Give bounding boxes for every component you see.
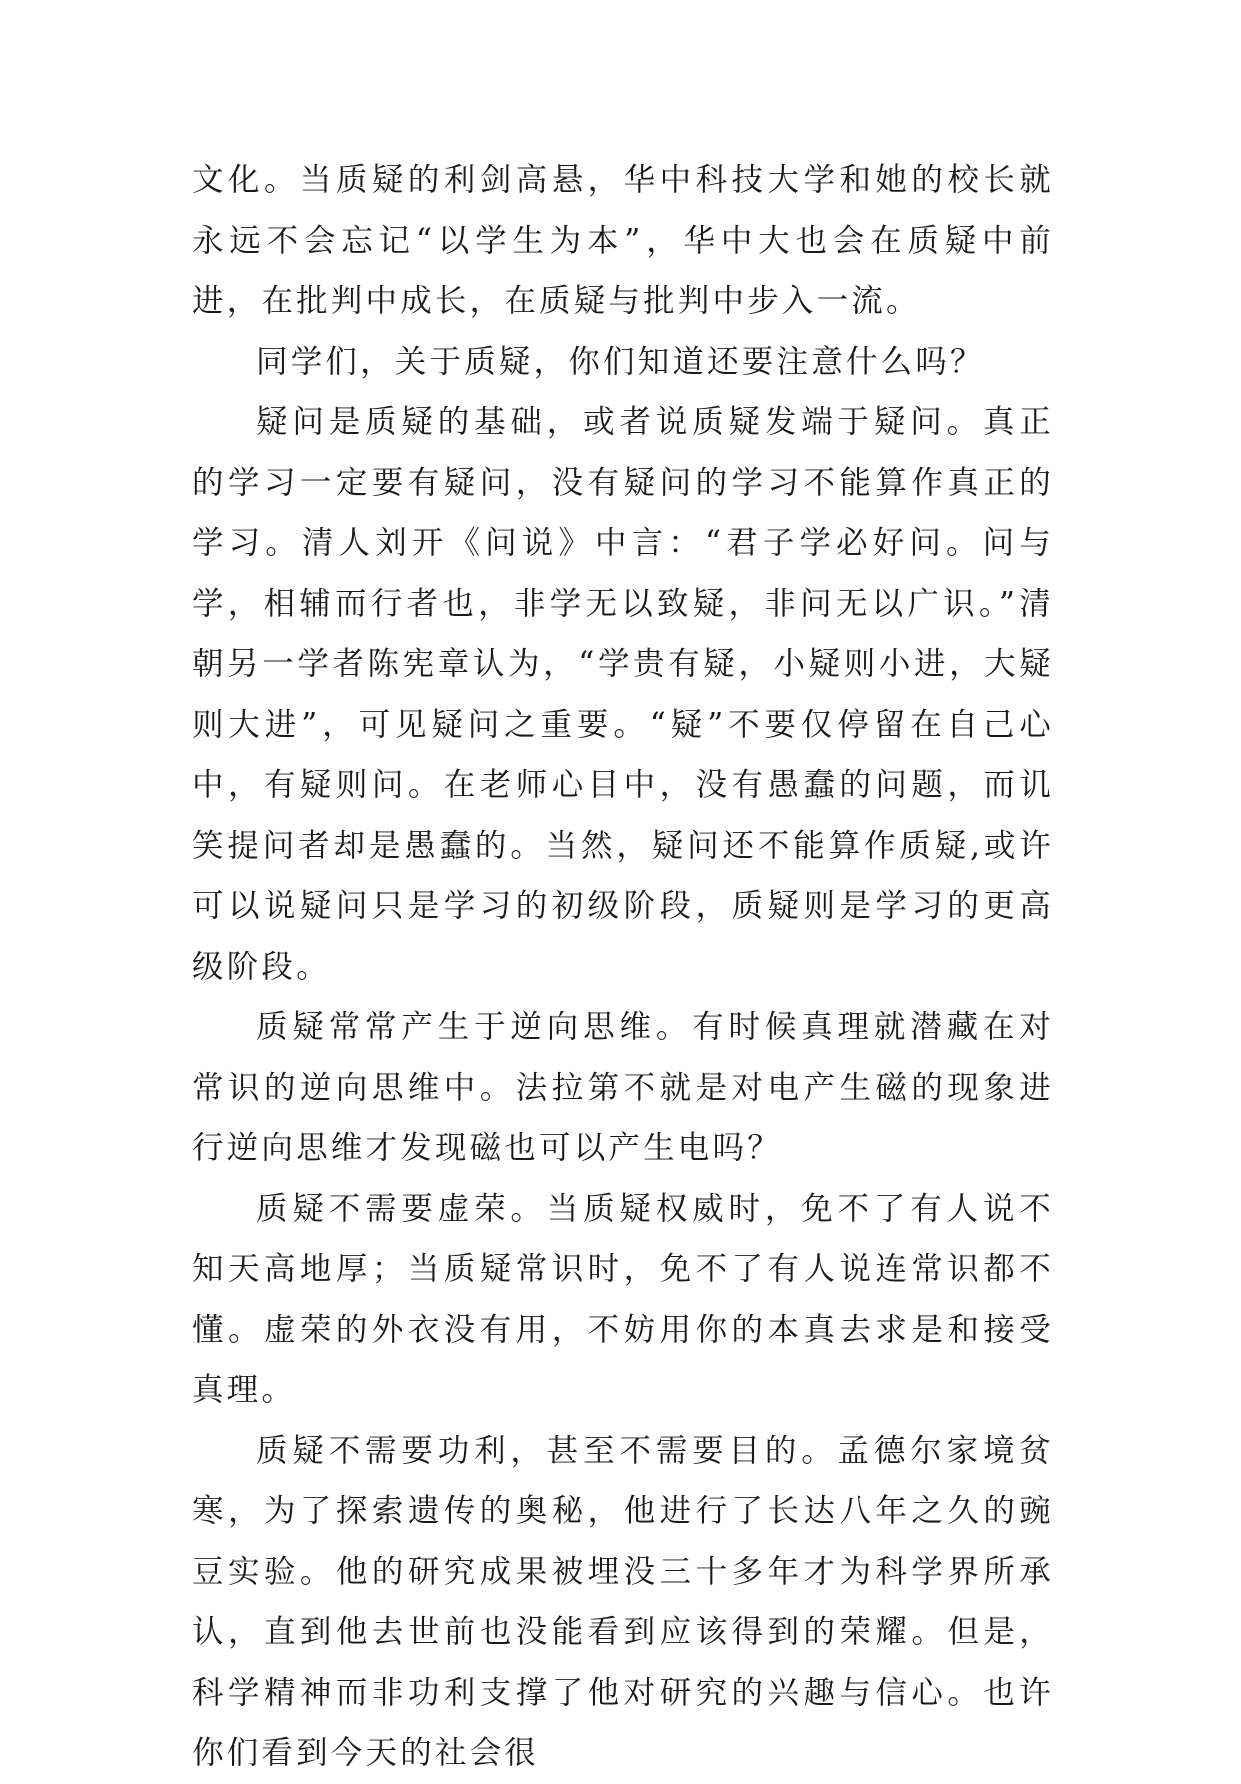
paragraph: 质疑不需要虚荣。当质疑权威时，免不了有人说不知天高地厚；当质疑常识时，免不了有人说连常识都不懂。虚荣的外衣没有用，不妨用你的本真去求是和接受真理。 <box>192 1190 1054 1408</box>
body-text <box>192 150 1054 1784</box>
paragraph-continuation: 文化。当质疑的利剑高悬，华中科技大学和她的校长就永远不会忘记“以学生为本”，华中大也会在质疑中前进，在批判中成长，在质疑与批判中步入一流。 <box>192 162 1054 319</box>
paragraph: 疑问是质疑的基础，或者说质疑发端于疑问。真正的学习一定要有疑问，没有疑问的学习不能算作真正的学习。清人刘开《问说》中言：“君子学必好问。问与学，相辅而行者也，非学无以致疑，非问无以广识。”清朝另一学者陈宪章认为，“学贵有疑，小疑则小进，大疑则大进”，可见疑问之重要。“疑”不要仅停留在自己心中，有疑则问。在老师心目中，没有愚蠢的问题，而讥笑提问者却是愚蠢的。当然，疑问还不能算作质疑,或许可以说疑问只是学习的初级阶段，质疑则是学习的更高级阶段。 <box>192 404 1054 985</box>
paragraph: 质疑常常产生于逆向思维。有时候真理就潜藏在对常识的逆向思维中。法拉第不就是对电产生磁的现象进行逆向思维才发现磁也可以产生电吗？ <box>192 1009 1054 1166</box>
paragraph: 质疑不需要功利，甚至不需要目的。孟德尔家境贫寒，为了探索遗传的奥秘，他进行了长达八年之久的豌豆实验。他的研究成果被埋没三十多年才为科学界所承认，直到他去世前也没能看到应该得到的荣耀。但是，科学精神而非功利支撑了他对研究的兴趣与信心。也许你们看到今天的社会很 <box>192 1432 1054 1771</box>
paragraph: 同学们，关于质疑，你们知道还要注意什么吗？ <box>256 343 985 380</box>
